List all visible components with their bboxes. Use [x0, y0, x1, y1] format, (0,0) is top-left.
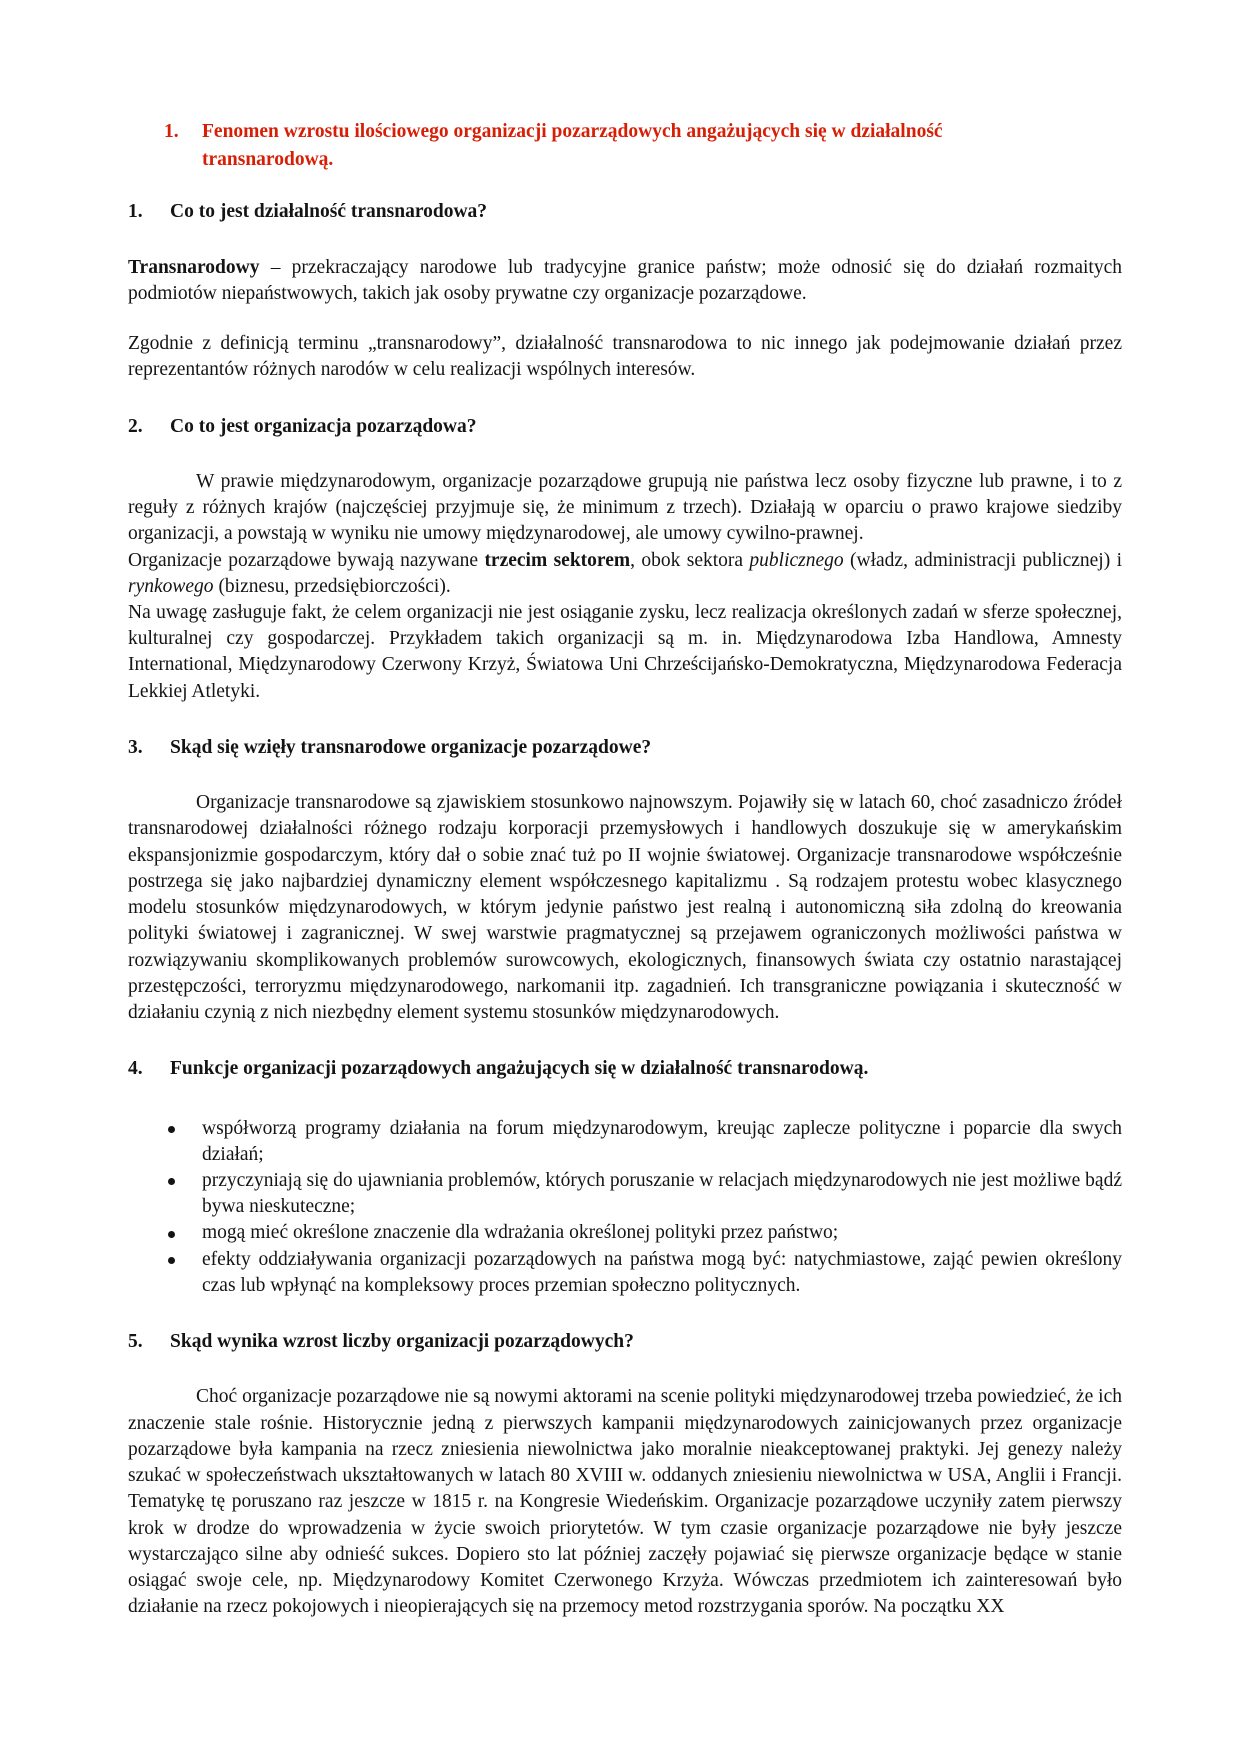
list-item-text: mogą mieć określone znaczenie dla wdrażania określonej polityki przez państwo; [202, 1222, 839, 1244]
list-item [128, 1116, 1122, 1168]
document-title-line1: Fenomen wzrostu ilościowego organizacji pozarządowych angażujących się w działalność [202, 121, 943, 142]
spacer [128, 1082, 1122, 1116]
term-trzecim-sektorem: trzecim sektorem [484, 549, 631, 571]
spacer [128, 307, 1122, 331]
bullet-dot-icon [168, 1126, 175, 1133]
term-rynkowego: rynkowego [128, 575, 214, 597]
section-heading-5 [128, 1329, 1122, 1354]
spacer [128, 225, 1122, 255]
spacer [128, 760, 1122, 790]
section-number-4: 4. [128, 1058, 143, 1080]
spacer [128, 439, 1122, 469]
list-item-text: przyczyniają się do ujawniania problemów, których poruszanie w relacjach międzynarodowych nie jest możliwe bądź bywa nieskuteczne; [202, 1170, 1122, 1218]
section-title-1: Co to jest działalność transnarodowa? [170, 201, 488, 223]
list-item-text: efekty oddziaływania organizacji pozarządowych na państwa mogą być: natychmiastowe, zająć pewien określony czas lub wpłynąć na kompleksowy proces przemian społeczno politycznych. [202, 1248, 1122, 1296]
document-title-line2: transnarodową. [202, 148, 334, 170]
spacer [128, 1026, 1122, 1056]
trzeci-sektor-part4: (biznesu, przedsiębiorczości). [213, 575, 451, 597]
bullet-dot-icon [168, 1178, 175, 1185]
paragraph-definicja: Zgodnie z definicją terminu „transnarodowy”, działalność transnarodowa to nic innego jak podejmowanie działań przez reprezentantów różnych narodów w celu realizacji wspólnych interesów. [128, 333, 1122, 381]
document-title-text [202, 118, 1122, 173]
section-heading-4 [128, 1056, 1122, 1081]
term-publicznego: publicznego [749, 549, 844, 571]
paragraph-prawo-miedzynarodowe: W prawie międzynarodowym, organizacje pozarządowe grupują nie państwa lecz osoby fizyczne lub prawne, i to z reguły z różnych krajów (najczęściej przyjmuje się, że minimum z trzech). Działają w oparciu o prawo krajowe siedziby organizacji, a powstają w wyniku nie umowy międzynarodowej, ale umowy cywilno-prawnej. [128, 470, 1122, 545]
section-heading-2 [128, 414, 1122, 439]
section-title-2: Co to jest organizacja pozarządowa? [170, 415, 477, 437]
spacer [128, 705, 1122, 735]
section-number-1: 1. [128, 201, 143, 223]
section-heading-1 [128, 199, 1122, 224]
section-number-2: 2. [128, 415, 143, 437]
paragraph-organizacje-transnarodowe: Organizacje transnarodowe są zjawiskiem stosunkowo najnowszym. Pojawiły się w latach 60, choć zasadniczo źródeł transnarodowej działalności różnego rodzaju korporacji przemysłowych i handlowych doszukuje się w amerykańskim ekspansjonizmie gospodarczym, który dał o sobie znać tuż po II wojnie światowej. Organizacje transnarodowe współcześnie postrzega się jako najbardziej dynamiczny element współczesnego kapitalizmu . Są rodzajem protestu wobec klasycznego modelu stosunków międzynarodowych, w którym jedynie państwo jest realną i autonomiczną siła zdolną do kreowania polityki światowej i zagranicznej. W swej warstwie pragmatycznej są przejawem ograniczonych możliwości państwa w rozwiązywaniu skomplikowanych problemów surowcowych, ekologicznych, finansowych świata czy ostatnio narastającej przestępczości, terroryzmu międzynarodowego, narkomanii itp. zagadnień. Ich transgraniczne powiązania i skuteczność w działaniu czynią z nich niezbędny element systemu stosunków międzynarodowych. [128, 792, 1122, 1023]
section-title-4: Funkcje organizacji pozarządowych angażujących się w działalność transnarodową. [170, 1058, 869, 1080]
paragraph-choc-organizacje: Choć organizacje pozarządowe nie są nowymi aktorami na scenie polityki międzynarodowej trzeba powiedzieć, że ich znaczenie stale rośnie. Historycznie jedną z pierwszych kampanii międzynarodowych zainicjowanych przez organizacje pozarządowe była kampania na rzecz zniesienia niewolnictwa jako moralnie nieakceptowanej praktyki. Jej genezy należy szukać w społeczeństwach ukształtowanych w latach 80 XVIII w. oddanych zniesieniu niewolnictwa w USA, Anglii i Francji. Tematykę tę poruszano raz jeszcze w 1815 r. na Kongresie Wiedeńskim. Organizacje pozarządowe uczyniły zatem pierwszy krok w drodze do wprowadzenia w życie swoich priorytetów. W tym czasie organizacje pozarządowe nie były jeszcze wystarczająco silne aby odnieść sukces. Dopiero sto lat później zaczęły pojawiać się pierwsze organizacje będące w stanie osiągać swoje cele, np. Międzynarodowy Komitet Czerwonego Krzyża. Wówczas przedmiotem ich zainteresowań było działanie na rzecz pokojowych i nieopierających się na przemocy metod rozstrzygania sporów. Na początku XX [128, 1386, 1122, 1618]
spacer [128, 1299, 1122, 1329]
term-transnarodowy: Transnarodowy [128, 256, 260, 278]
paragraph-transnarodowy [128, 255, 1122, 307]
paragraph-trzeci-sektor [128, 548, 1122, 600]
trzeci-sektor-part1: Organizacje pozarządowe bywają nazywane [128, 549, 485, 571]
section-title-3: Skąd się wzięły transnarodowe organizacje pozarządowe? [170, 736, 652, 758]
trzeci-sektor-part2: , obok sektora [630, 549, 750, 571]
document-title-number: 1. [164, 121, 179, 142]
paragraph-na-uwage: Na uwagę zasługuje fakt, że celem organizacji nie jest osiąganie zysku, lecz realizacja określonych zadań w sferze społecznej, kulturalnej czy gospodarczej. Przykładem takich organizacji są m. in. Międzynarodowa Izba Handlowa, Amnesty International, Międzynarodowy Czerwony Krzyż, Światowa Uni Chrześcijańsko-Demokratyczna, Międzynarodowa Federacja Lekkiej Atletyki. [128, 602, 1122, 702]
list-item-text: współworzą programy działania na forum międzynarodowym, kreując zaplecze polityczne i poparcie dla swych działań; [202, 1117, 1122, 1165]
section-number-5: 5. [128, 1331, 143, 1353]
section-heading-3 [128, 735, 1122, 760]
document-title [128, 118, 1122, 173]
list-item [128, 1220, 1122, 1246]
bullet-dot-icon [168, 1257, 175, 1264]
trzeci-sektor-part3: (władz, administracji publicznej) i [843, 549, 1122, 571]
paragraph-transnarodowy-rest: – przekraczający narodowe lub tradycyjne granice państw; może odnosić się do działań rozmaitych podmiotów niepaństwowych, takich jak osoby prywatne czy organizacje pozarządowe. [128, 256, 1122, 304]
list-item [128, 1168, 1122, 1220]
spacer [128, 1354, 1122, 1384]
bullet-dot-icon [168, 1231, 175, 1238]
spacer [128, 384, 1122, 414]
section-number-3: 3. [128, 736, 143, 758]
list-item [128, 1247, 1122, 1299]
functions-bullet-list [128, 1116, 1122, 1300]
section-title-5: Skąd wynika wzrost liczby organizacji pozarządowych? [170, 1331, 634, 1353]
